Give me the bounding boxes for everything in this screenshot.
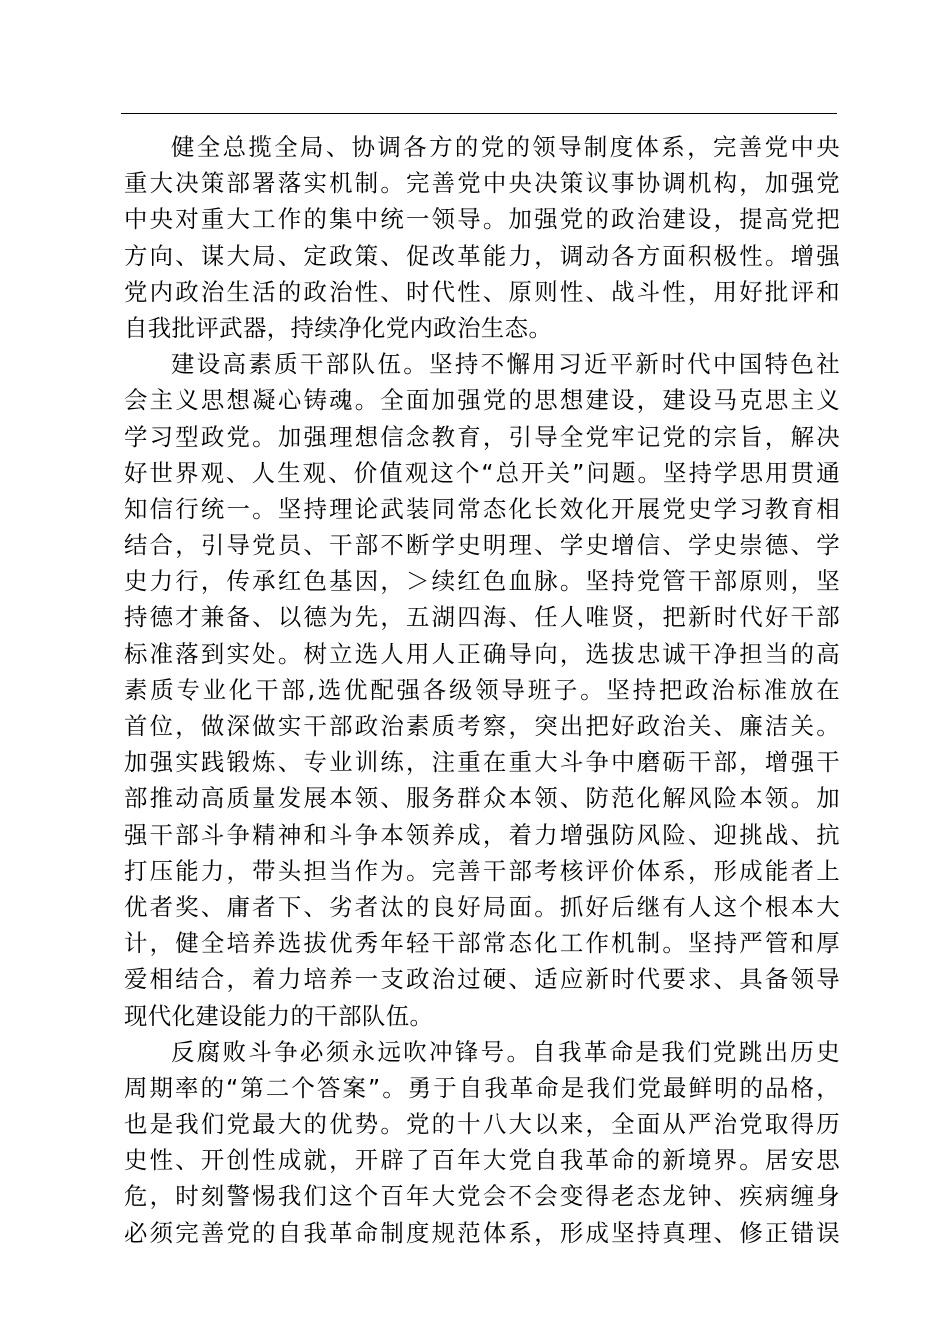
- text-line: 史性、开创性成就，开辟了百年大党自我革命的新境界。居安思: [124, 1146, 840, 1175]
- text-line: 方向、谋大局、定政策、促改革能力，调动各方面积极性。增强: [124, 241, 840, 270]
- text-line: 部推动高质量发展本领、服务群众本领、防范化解风险本领。加: [124, 784, 840, 813]
- text-line: 健全总揽全局、协调各方的党的领导制度体系，完善党中央: [171, 133, 840, 161]
- text-line: 首位，做深做实干部政治素质考察，突出把好政治关、廉洁关。: [124, 712, 840, 740]
- text-line: 周期率的“第二个答案”。勇于自我革命是我们党最鲜明的品格，: [124, 1073, 840, 1102]
- paragraph: [124, 346, 840, 1034]
- text-line: 结合，引导党员、干部不断学史明理、学史增信、学史崇德、学: [124, 531, 840, 560]
- text-line: 反腐败斗争必须永远吹冲锋号。自我革命是我们党跳出历史: [171, 1037, 840, 1066]
- header-rule: [121, 113, 837, 114]
- text-line: 也是我们党最大的优势。党的十八大以来，全面从严治党取得历: [124, 1110, 840, 1139]
- text-line: 重大决策部署落实机制。完善党中央决策议事协调机构，加强党: [124, 169, 840, 198]
- text-line: 必须完善党的自我革命制度规范体系，形成坚持真理、修正错误: [124, 1218, 840, 1247]
- text-line: 学习型政党。加强理想信念教育，引导全党牢记党的宗旨，解决: [124, 422, 840, 451]
- text-line: 持德才兼备、以德为先，五湖四海、任人唯贤，把新时代好干部: [124, 603, 840, 632]
- text-line: 好世界观、人生观、价值观这个“总开关”问题。坚持学思用贯通: [124, 458, 840, 487]
- text-line: 加强实践锻炼、专业训练，注重在重大斗争中磨砺干部，增强干: [124, 748, 840, 777]
- text-line: 爱相结合，着力培养一支政治过硬、适应新时代要求、具备领导: [124, 965, 840, 994]
- text-line: 知信行统一。坚持理论武装同常态化长效化开展党史学习教育相: [124, 494, 840, 523]
- paragraph: [124, 1034, 840, 1251]
- text-line: 打压能力，带头担当作为。完善干部考核评价体系，形成能者上: [124, 856, 840, 885]
- text-line: 会主义思想凝心铸魂。全面加强党的思想建设，建设马克思主义: [124, 386, 840, 415]
- text-line: 危，时刻警惕我们这个百年大党会不会变得老态龙钟、疾病缠身: [124, 1182, 840, 1211]
- text-line: 建设高素质干部队伍。坚持不懈用习近平新时代中国特色社: [171, 350, 840, 379]
- text-line: 自我批评武器，持续净化党内政治生态。: [124, 313, 553, 342]
- text-line: 强干部斗争精神和斗争本领养成，着力增强防风险、迎挑战、抗: [124, 820, 840, 849]
- text-line: 计，健全培养选拔优秀年轻干部常态化工作机制。坚持严管和厚: [124, 929, 840, 958]
- text-line: 优者奖、庸者下、劣者汰的良好局面。抓好后继有人这个根本大: [124, 892, 840, 921]
- text-line: 史力行，传承红色基因，＞续红色血脉。坚持党管干部原则，坚: [124, 567, 840, 596]
- text-line: 现代化建设能力的干部队伍。: [124, 1001, 434, 1030]
- paragraph: [124, 129, 840, 346]
- text-line: 党内政治生活的政治性、时代性、原则性、战斗性，用好批评和: [124, 277, 840, 306]
- text-line: 标准落到实处。树立选人用人正确导向，选拔忠诚干净担当的高: [124, 639, 840, 668]
- document-body: [124, 129, 840, 1251]
- text-line: 素质专业化干部,选优配强各级领导班子。坚持把政治标准放在: [124, 675, 840, 704]
- text-line: 中央对重大工作的集中统一领导。加强党的政治建设，提高党把: [124, 205, 840, 234]
